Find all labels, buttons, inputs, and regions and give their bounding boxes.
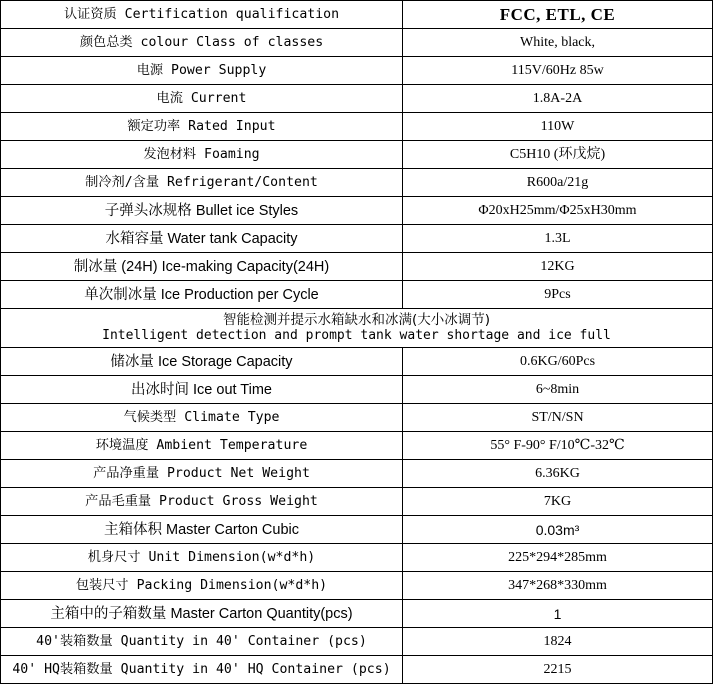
row-label: 水箱容量 Water tank Capacity — [1, 225, 403, 253]
row-value: 55° F-90° F/10℃-32℃ — [403, 432, 713, 460]
table-row — [1, 57, 713, 85]
row-label: 主箱体积 Master Carton Cubic — [1, 516, 403, 544]
row-label: 产品净重量 Product Net Weight — [1, 460, 403, 488]
table-row — [1, 225, 713, 253]
row-value: Φ20xH25mm/Φ25xH30mm — [403, 197, 713, 225]
row-label: 单次制冰量 Ice Production per Cycle — [1, 281, 403, 309]
row-value: 225*294*285mm — [403, 544, 713, 572]
table-row — [1, 572, 713, 600]
table-row — [1, 141, 713, 169]
table-row — [1, 600, 713, 628]
row-value: FCC, ETL, CE — [403, 1, 713, 29]
table-row — [1, 169, 713, 197]
row-value: 1.3L — [403, 225, 713, 253]
row-value: R600a/21g — [403, 169, 713, 197]
table-row — [1, 516, 713, 544]
table-row — [1, 348, 713, 376]
table-row — [1, 281, 713, 309]
table-row — [1, 29, 713, 57]
row-label: 产品毛重量 Product Gross Weight — [1, 488, 403, 516]
row-value: 347*268*330mm — [403, 572, 713, 600]
table-row — [1, 628, 713, 656]
row-label: 气候类型 Climate Type — [1, 404, 403, 432]
row-value: 1824 — [403, 628, 713, 656]
row-label: 额定功率 Rated Input — [1, 113, 403, 141]
table-row — [1, 432, 713, 460]
row-value: 1 — [403, 600, 713, 628]
row-label: 制冰量 (24H) Ice-making Capacity(24H) — [1, 253, 403, 281]
row-label: 制冷剂/含量 Refrigerant/Content — [1, 169, 403, 197]
feature-cell — [1, 309, 713, 348]
row-label: 出冰时间 Ice out Time — [1, 376, 403, 404]
table-row — [1, 85, 713, 113]
row-value: ST/N/SN — [403, 404, 713, 432]
row-label: 机身尺寸 Unit Dimension(w*d*h) — [1, 544, 403, 572]
row-label: 认证资质 Certification qualification — [1, 1, 403, 29]
row-label: 主箱中的子箱数量 Master Carton Quantity(pcs) — [1, 600, 403, 628]
row-label: 电流 Current — [1, 85, 403, 113]
row-value: 6~8min — [403, 376, 713, 404]
row-label: 40'装箱数量 Quantity in 40' Container (pcs) — [1, 628, 403, 656]
table-row — [1, 113, 713, 141]
feature-row — [1, 309, 713, 348]
row-label: 环境温度 Ambient Temperature — [1, 432, 403, 460]
row-value: C5H10 (环戊烷) — [403, 141, 713, 169]
table-row — [1, 376, 713, 404]
row-value: 2215 — [403, 656, 713, 684]
row-value: 0.6KG/60Pcs — [403, 348, 713, 376]
table-row — [1, 460, 713, 488]
table-row — [1, 404, 713, 432]
row-value: 7KG — [403, 488, 713, 516]
row-value: 9Pcs — [403, 281, 713, 309]
row-value: 12KG — [403, 253, 713, 281]
row-label: 子弹头冰规格 Bullet ice Styles — [1, 197, 403, 225]
row-label: 颜色总类 colour Class of classes — [1, 29, 403, 57]
row-label: 包装尺寸 Packing Dimension(w*d*h) — [1, 572, 403, 600]
row-label: 发泡材料 Foaming — [1, 141, 403, 169]
table-row — [1, 544, 713, 572]
row-value: 6.36KG — [403, 460, 713, 488]
table-row — [1, 197, 713, 225]
row-label: 电源 Power Supply — [1, 57, 403, 85]
row-label: 40' HQ装箱数量 Quantity in 40' HQ Container (pcs) — [1, 656, 403, 684]
table-row — [1, 253, 713, 281]
table-row — [1, 488, 713, 516]
table-row — [1, 1, 713, 29]
row-value: 0.03m³ — [403, 516, 713, 544]
row-value: 1.8A-2A — [403, 85, 713, 113]
table-row — [1, 656, 713, 684]
feature-text-zh: 智能检测并提示水箱缺水和冰满(大小冰调节) — [222, 312, 491, 328]
row-value: White, black, — [403, 29, 713, 57]
row-value: 110W — [403, 113, 713, 141]
feature-text-en: Intelligent detection and prompt tank water shortage and ice full — [102, 328, 611, 343]
row-value: 115V/60Hz 85w — [403, 57, 713, 85]
row-label: 储冰量 Ice Storage Capacity — [1, 348, 403, 376]
